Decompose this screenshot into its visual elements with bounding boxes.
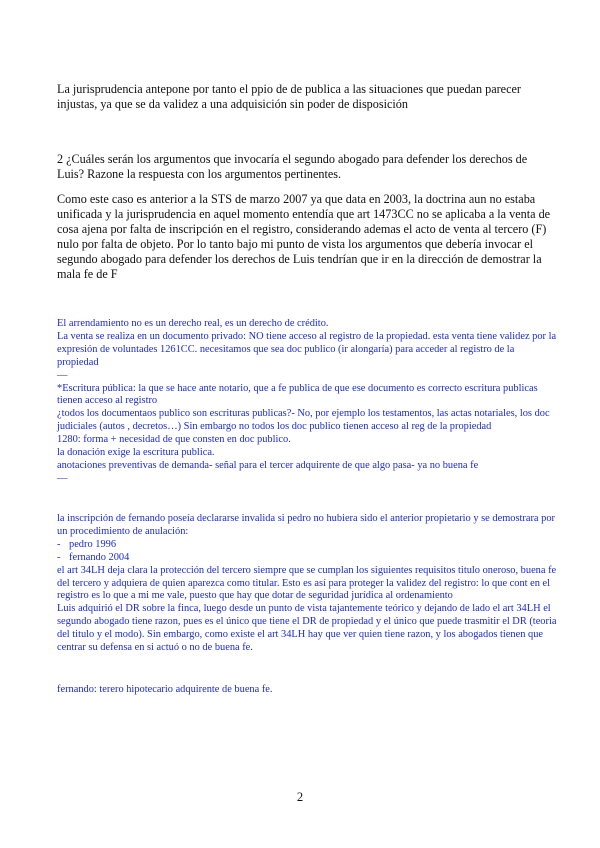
note-line: El arrendamiento no es un derecho real, es un derecho de crédito. bbox=[57, 318, 329, 329]
note-line: el art 34LH deja clara la protección del tercero siempre que se cumplan los siguientes requisitos titulo oneroso, buena fe del tercero y adquiera de quien aparezca como titular. Esto es así para proteger la validez del registro: lo que cont en el registro es lo que a mi me vale, puesto que hay que dotar de seguridad jurídica al ordenamiento bbox=[57, 564, 557, 602]
paragraph-jurisprudencia: La jurisprudencia antepone por tanto el ppio de de publica a las situaciones que puedan parecer injustas, ya que se da validez a una adquisición sin poder de disposición bbox=[57, 82, 521, 111]
notes-block-3 bbox=[57, 684, 557, 697]
note-line: la donación exige la escritura publica. bbox=[57, 447, 215, 459]
notes-block-1 bbox=[57, 318, 557, 486]
question-2: 2 ¿Cuáles serán los argumentos que invocaría el segundo abogado para defender los derechos de Luis? Razone la respuesta con los argumentos pertinentes. bbox=[57, 152, 528, 181]
note-separator: — bbox=[57, 369, 68, 381]
note-line: Luis adquirió el DR sobre la finca, luego desde un punto de vista tajantemente teórico y dejando de lado el art 34LH el segundo abogado tiene razon, pues es el único que tiene el DR de propiedad y el único que puede trasmitir el DR (teoria del titulo y el modo). Sin embargo, como existe el art 34LH hay que ver quien tiene razon, y los abogados tienen que centrar su defensa en si actuó o no de buena fe. bbox=[57, 603, 557, 654]
bullet-text: fernando 2004 bbox=[69, 551, 130, 563]
bullet-text: pedro 1996 bbox=[69, 538, 117, 550]
dash-icon: - bbox=[57, 551, 61, 563]
note-line: anotaciones preventivas de demanda- señal para el tercer adquirente de que algo pasa- ya no buena fe bbox=[57, 459, 479, 471]
note-line: La venta se realiza en un documento privado: NO tiene acceso al registro de la propiedad. esta venta tiene validez por la expresión de voluntades 1261CC. necesitamos que sea doc publico (ir alongaría) para acceder al registro de la propiedad bbox=[57, 330, 557, 368]
note-line: *Escritura pública: la que se hace ante notario, que a fe publica de que ese documento es correcto escritura publicas tienen acceso al registro bbox=[57, 382, 538, 407]
note-intro: la inscripción de fernando poseía declararse invalida si pedro no hubiera sido el anterior propietario y se demostrara por un procedimiento de anulación: bbox=[57, 513, 555, 537]
note-line: ¿todos los documentaos publico son escrituras publicas?- No, por ejemplo los testamentos, las actas notariales, los doc judiciales (autos , decretos…) Sin embargo no todos los doc publico tienen acceso al reg de la propiedad bbox=[57, 408, 550, 433]
page-number: 2 bbox=[296, 790, 304, 804]
note-line: 1280: forma + necesidad de que consten en doc publico. bbox=[57, 434, 291, 446]
bullet-item bbox=[57, 552, 557, 565]
bullet-item bbox=[57, 539, 557, 552]
note-separator: — bbox=[57, 472, 68, 484]
dash-icon: - bbox=[57, 538, 61, 550]
answer-2: Como este caso es anterior a la STS de marzo 2007 ya que data en 2003, la doctrina aun no estaba unificada y la jurisprudencia en aquel momento entendía que art 1473CC no se aplicaba a la venta de cosa ajena por falta de inscripción en el registro, considerando ademas el acto de venta al tercero (F) nulo por falta de objeto. Por lo tanto bajo mi punto de vista los argumentos que debería invocar el segundo abogado para defender los derechos de Luis tendrían que ir en la dirección de demostrar la mala fe de F bbox=[57, 192, 551, 281]
note-line: fernando: terero hipotecario adquirente de buena fe. bbox=[57, 684, 273, 695]
notes-block-2 bbox=[57, 513, 557, 655]
